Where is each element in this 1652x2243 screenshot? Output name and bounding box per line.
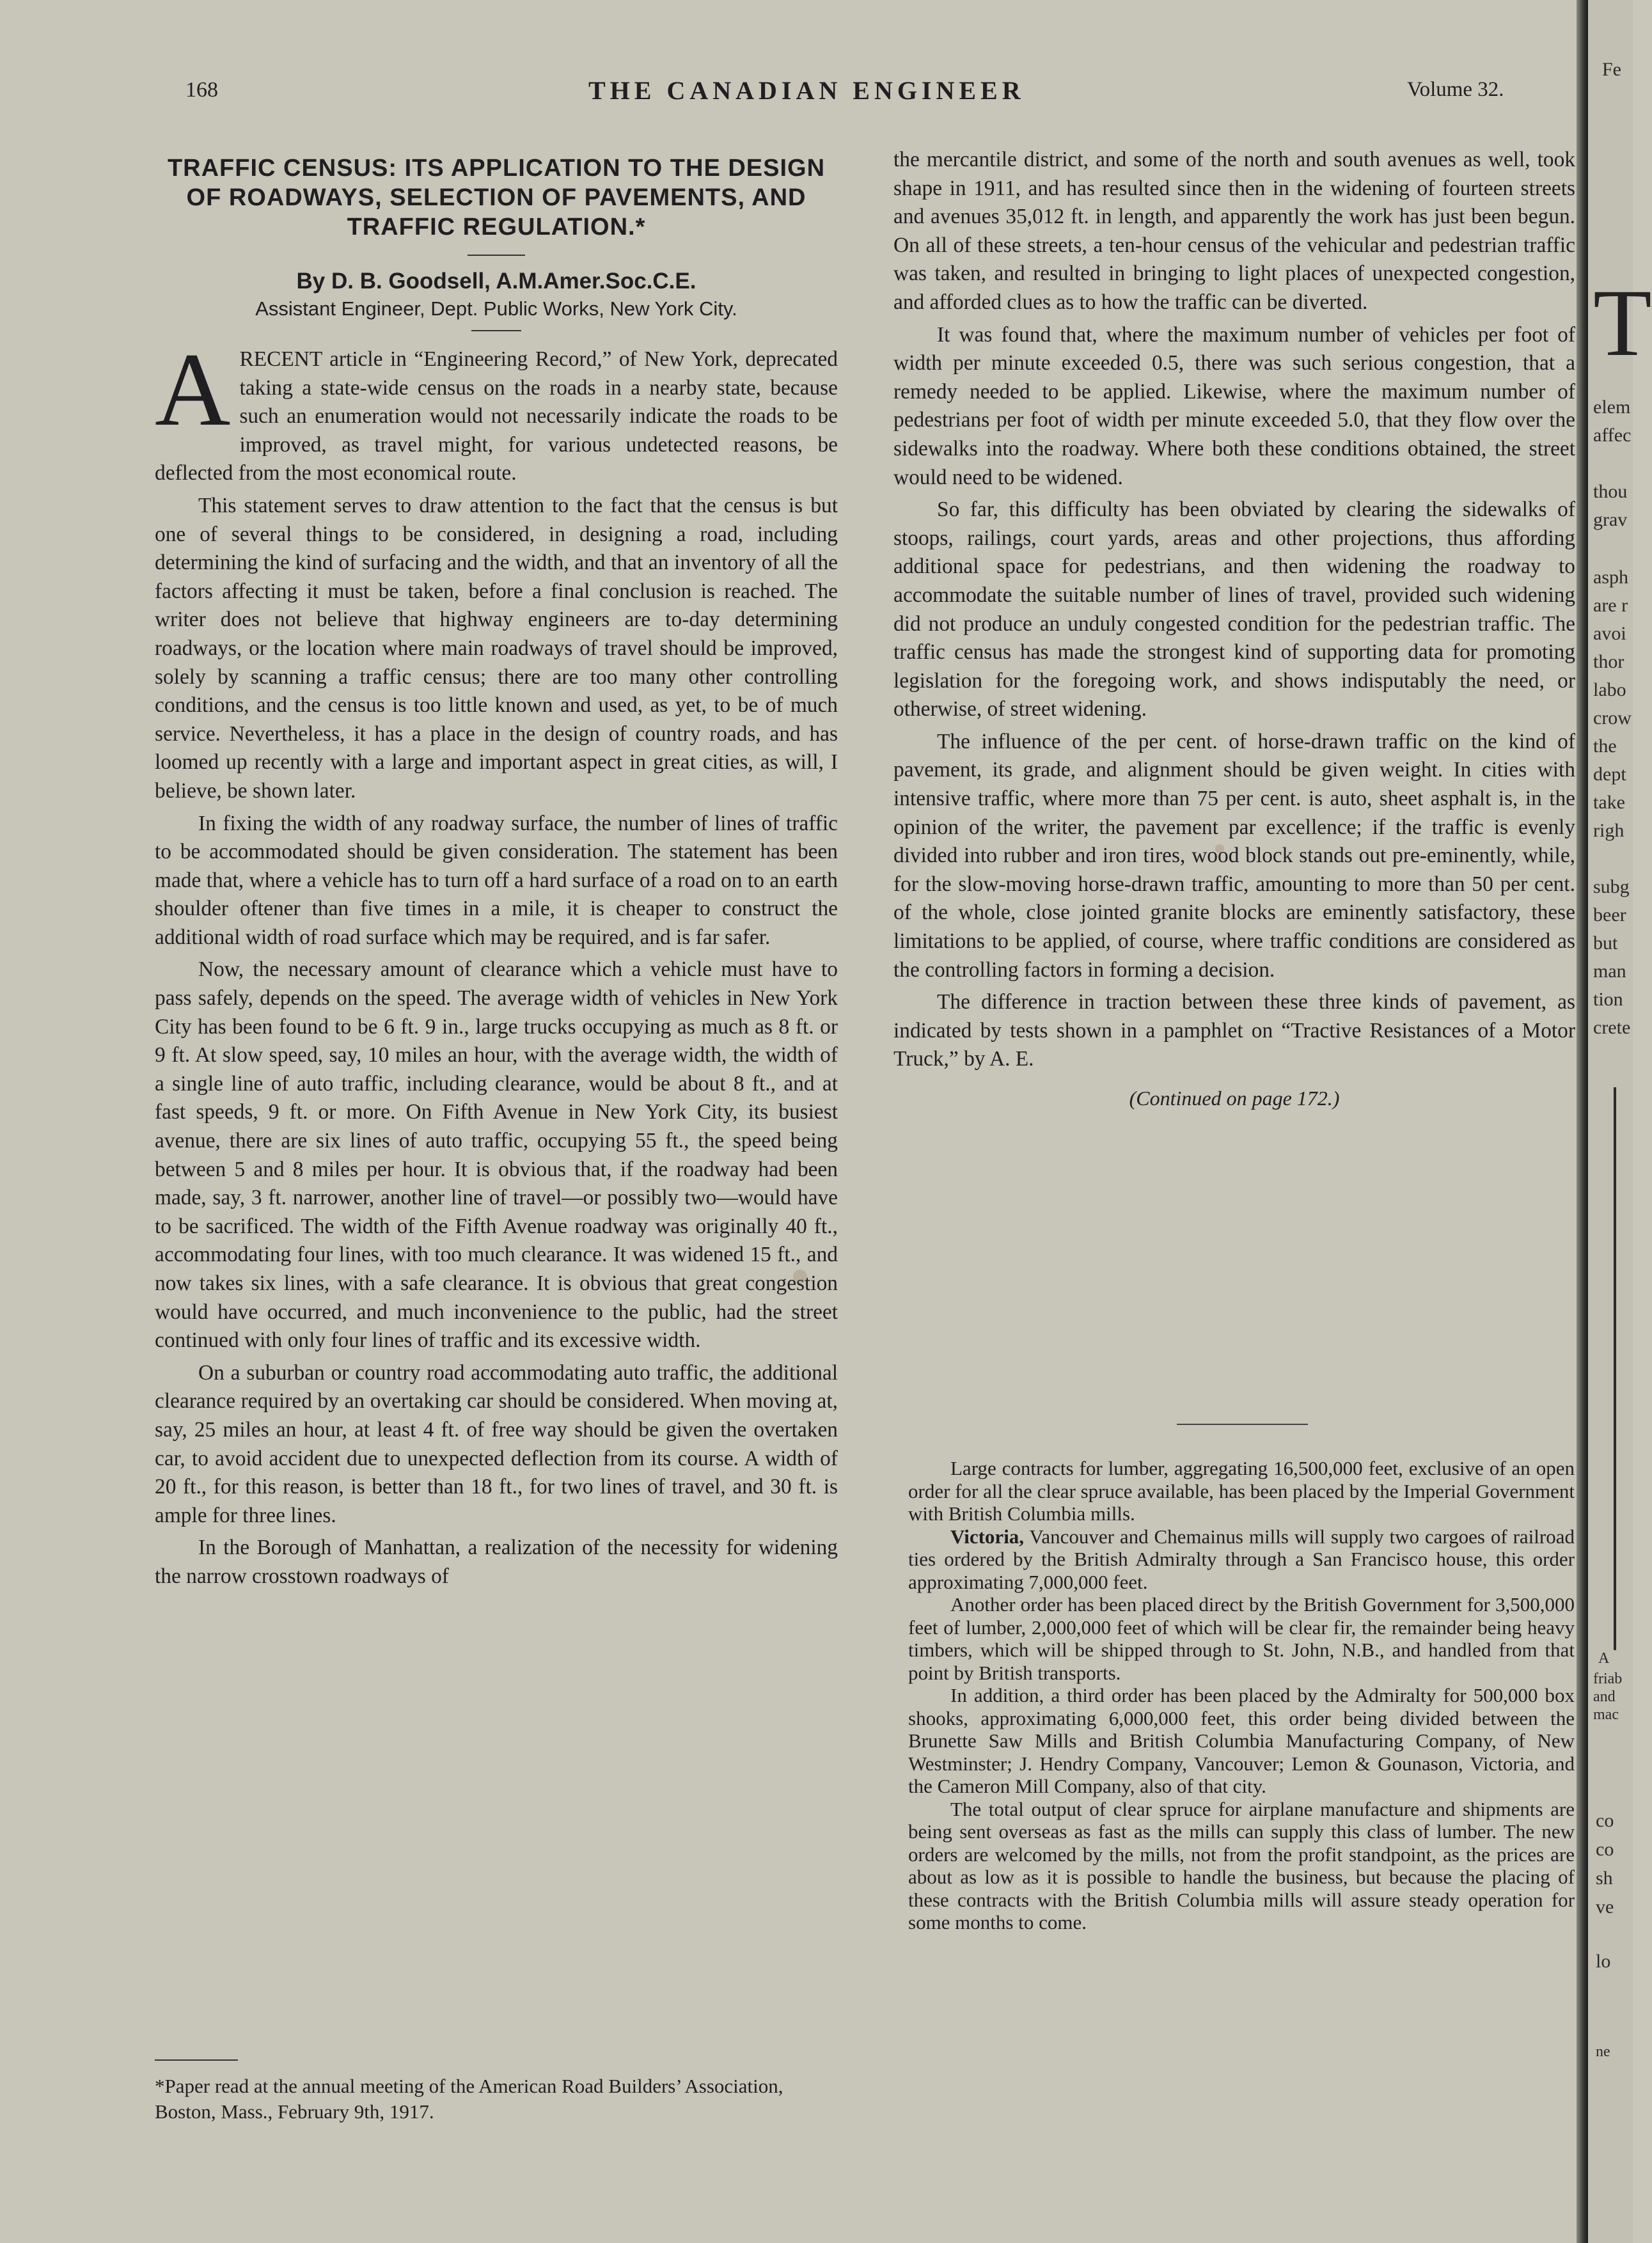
adjacent-fragment: crow xyxy=(1593,707,1632,728)
adjacent-fragment: thor xyxy=(1593,651,1624,672)
news-paragraph: Another order has been placed direct by the British Government for 3,500,000 feet of lumber, 2,000,000 feet of which will be clear fir, the remainder being heavy timbers, which will be shipped through to St. John, N.B., and handled from that point by British transports. xyxy=(908,1593,1575,1684)
section-divider xyxy=(1177,1424,1308,1425)
adjacent-figure-edge xyxy=(1614,1087,1616,1650)
adjacent-fragment: righ xyxy=(1593,820,1624,841)
adjacent-fragment: subg xyxy=(1593,876,1630,897)
adjacent-fragment: but xyxy=(1593,933,1618,954)
body-paragraph: In fixing the width of any roadway surface, the number of lines of traffic to be accommodated should be given consideration. The statement has been made that, where a vehicle has to turn off a hard surface of a road on to an earth shoulder oftener than five times in a mile, it is cheaper to construct the additional width of road surface which may be required, and is far safer. xyxy=(155,811,838,949)
body-paragraph: The difference in traction between these three kinds of pavement, as indicated by tests shown in a pamphlet on “Tractive Resistances of a Motor Truck,” by A. E. xyxy=(893,990,1575,1071)
volume-label: Volume 32. xyxy=(1407,78,1504,101)
body-paragraph: The influence of the per cent. of horse-drawn traffic on the kind of pavement, its grade, and alignment should be given weight. In cities with intensive traffic, where more than 75 per cent. is auto, sheet asphalt is, in the opinion of the writer, the pavement par excellence; if the traffic is evenly divided into rubber and iron tires, wood block stands out pre-eminently, while, for the slow-moving horse-drawn traffic, amounting to more than 50 per cent. of the whole, close jointed granite blocks are eminently satisfactory, these limitations to be applied, of course, where traffic conditions are considered as the controlling factors in forming a decision. xyxy=(893,729,1575,982)
body-paragraph: Now, the necessary amount of clearance which a vehicle must have to pass safely, depends on the speed. The average width of vehicles in New York City has been found to be 6 ft. 9 in., large trucks occupying as much as 8 ft. or 9 ft. At slow speed, say, 10 miles an hour, with the average width, the width of a single line of auto traffic, including clearance, would be about 8 ft., and at fast speeds, 9 ft. or more. On Fifth Avenue in New York City, its busiest avenue, there are six lines of auto traffic, occupying 55 ft., the speed being between 5 and 8 miles per hour. It is obvious that, if the roadway had been made, say, 3 ft. narrower, another line of travel—or possibly two—would have to be sacrificed. The width of the Fifth Avenue roadway was originally 40 ft., accommodating four lines, with too much clearance. It was widened 15 ft., and now takes six lines, with a safe clearance. It is obvious that great congestion would have occurred, and much inconvenience to the public, had the street continued with only four lines of traffic and its excessive width. xyxy=(155,957,838,1353)
adjacent-fragment: lo xyxy=(1596,1951,1611,1972)
adjacent-fragment: co xyxy=(1596,1839,1614,1860)
lead-paragraph xyxy=(155,332,838,488)
adjacent-fragment: avoi xyxy=(1593,623,1626,644)
left-column xyxy=(155,153,838,1595)
lead-paragraph-text: RECENT article in “Engineering Record,” of New York, deprecated taking a state-wide census on the roads in a nearby state, because such an enumeration would not necessarily indicate the roads to be improved, as travel might, for various undetected reasons, be deflected from the most economical route. xyxy=(155,347,838,485)
news-paragraph xyxy=(908,1525,1575,1594)
adjacent-fragment: beer xyxy=(1593,904,1626,925)
continued-note: (Continued on page 172.) xyxy=(1129,1087,1340,1110)
adjacent-fragment: elem xyxy=(1593,397,1631,418)
footnote: *Paper read at the annual meeting of the American Road Builders’ Association, Boston, Mass., February 9th, 1917. xyxy=(155,2075,783,2123)
body-paragraph: On a suburban or country road accommodating auto traffic, the additional clearance required by an overtaking car should be considered. When moving at, say, 25 miles an hour, at least 4 ft. of free way should be given the overtaken car, to avoid accident due to unexpected deflection from its course. A width of 20 ft., for this reason, is better than 18 ft., for two lines of travel, and 30 ft. is ample for three lines. xyxy=(155,1360,838,1527)
adjacent-fragment: the xyxy=(1593,736,1617,757)
adjacent-fragment: take xyxy=(1593,792,1625,813)
adjacent-fragment: mac xyxy=(1593,1706,1619,1723)
body-paragraph: It was found that, where the maximum number of vehicles per foot of width per minute exceeded 0.5, there was such serious congestion, that a remedy needed to be applied. Likewise, where the maximum number of pedestrians per foot of width per minute exceeded 5.0, that they flow over the sidewalks into the roadway. Where both these conditions obtained, the street would need to be widened. xyxy=(893,322,1575,489)
news-lead-word: Victoria, xyxy=(950,1525,1025,1548)
news-paragraph: The total output of clear spruce for airplane manufacture and shipments are being sent overseas as fast as the mills can supply this class of lumber. The new orders are welcomed by the mills, not from the profit standpoint, as the prices are about as low as it is possible to handle the business, but because the placing of these contracts with the British Columbia mills will assure steady operation for some months to come. xyxy=(908,1797,1575,1933)
adjacent-fragment: labo xyxy=(1593,679,1626,700)
adjacent-fragment: grav xyxy=(1593,509,1628,530)
adjacent-dropcap: T xyxy=(1593,270,1652,376)
adjacent-fragment: affec xyxy=(1593,425,1632,446)
adjacent-fragment: are r xyxy=(1593,595,1628,616)
adjacent-fragment: sh xyxy=(1596,1868,1613,1889)
adjacent-fragment: friab xyxy=(1593,1671,1623,1687)
running-head xyxy=(0,78,1548,116)
affiliation-divider xyxy=(471,330,521,331)
adjacent-fragment: man xyxy=(1593,961,1626,982)
news-paragraph: Large contracts for lumber, aggregating 16,500,000 feet, exclusive of an open order for all the clear spruce available, has been placed by the Imperial Government with British Columbia mills. xyxy=(908,1457,1575,1525)
article-title: TRAFFIC CENSUS: ITS APPLICATION TO THE DESIGN OF ROADWAYS, SELECTION OF PAVEMENTS, AND TRAFFIC REGULATION.* xyxy=(167,155,826,240)
adjacent-fragment: Fe xyxy=(1602,59,1621,80)
right-column xyxy=(893,146,1575,1367)
adjacent-fragment: ne xyxy=(1596,2043,1610,2060)
adjacent-fragment: ve xyxy=(1596,1896,1614,1917)
adjacent-fragment: A xyxy=(1598,1650,1610,1667)
adjacent-fragment: and xyxy=(1593,1688,1616,1705)
drop-cap: A xyxy=(155,332,231,448)
paper-stain xyxy=(1215,844,1224,853)
continuation-paragraph: the mercantile district, and some of the north and south avenues as well, took shape in 1911, and has resulted since then in the widening of fourteen streets and avenues 35,012 ft. in length, and apparently the work has just been begun. On all of these streets, a ten-hour census of the vehicular and pedestrian traffic was taken, and resulted in bringing to light places of unexpected congestion, and afforded clues as to how the traffic can be diverted. xyxy=(893,148,1575,314)
binding-gutter xyxy=(1577,0,1588,2243)
footnote-divider xyxy=(155,2059,238,2061)
news-paragraph: In addition, a third order has been placed by the Admiralty for 500,000 box shooks, approximating 6,000,000 feet, this order being divided between the Brunette Saw Mills and British Columbia Manufacturing Company, of New Westminster; J. Hendry Company, Vancouver; Lemon & Gounason, Victoria, and the Cameron Mill Company, also of that city. xyxy=(908,1684,1575,1797)
adjacent-fragment: thou xyxy=(1593,481,1628,502)
adjacent-fragment: co xyxy=(1596,1810,1614,1831)
adjacent-fragment: dept xyxy=(1593,764,1626,785)
body-paragraph: This statement serves to draw attention to the fact that the census is but one of several things to be considered, in designing a road, including determining the kind of surfacing and the width, and that an inventory of all the factors affecting it must be taken, before a final conclusion is reached. The writer does not believe that highway engineers are to-day determining roadways, or the location where main roadways of travel should be improved, solely by scanning a traffic census; there are too many other controlling conditions, and the census is too little known and used, as yet, to be of much service. Nevertheless, it has a place in the design of country roads, and has loomed up recently with a large and important aspect in great cities, as will, I believe, be shown later. xyxy=(155,493,838,803)
paper-stain xyxy=(793,1270,807,1284)
page-number: 168 xyxy=(185,78,218,102)
body-paragraph: In the Borough of Manhattan, a realization of the necessity for widening the narrow crosstown roadways of xyxy=(155,1536,838,1588)
journal-title: THE CANADIAN ENGINEER xyxy=(588,76,1025,105)
adjacent-fragment: tion xyxy=(1593,989,1623,1010)
news-item-lumber-contracts xyxy=(908,1457,1575,1934)
adjacent-fragment: asph xyxy=(1593,567,1628,588)
adjacent-page-edge xyxy=(1588,0,1652,2243)
author-affiliation: Assistant Engineer, Dept. Public Works, New York City. xyxy=(255,297,737,320)
byline: By D. B. Goodsell, A.M.Amer.Soc.C.E. xyxy=(296,269,696,294)
adjacent-fragment: crete xyxy=(1593,1017,1631,1038)
news-paragraph-text: Vancouver and Chemainus mills will supply two cargoes of railroad ties ordered by the British Admiralty through a San Francisco house, this order approximating 7,000,000 feet. xyxy=(908,1525,1575,1593)
title-divider xyxy=(468,255,525,256)
body-paragraph: So far, this difficulty has been obviated by clearing the sidewalks of stoops, railings, court yards, areas and other projections, thus affording additional space for pedestrians, and then widening the roadway to accommodate the suitable number of lines of travel, provided such widening did not produce an unduly congested condition for the pedestrian traffic. The traffic census has made the strongest kind of supporting data for promoting legislation for the foregoing work, and shows indisputably the need, or otherwise, of street widening. xyxy=(893,498,1575,721)
